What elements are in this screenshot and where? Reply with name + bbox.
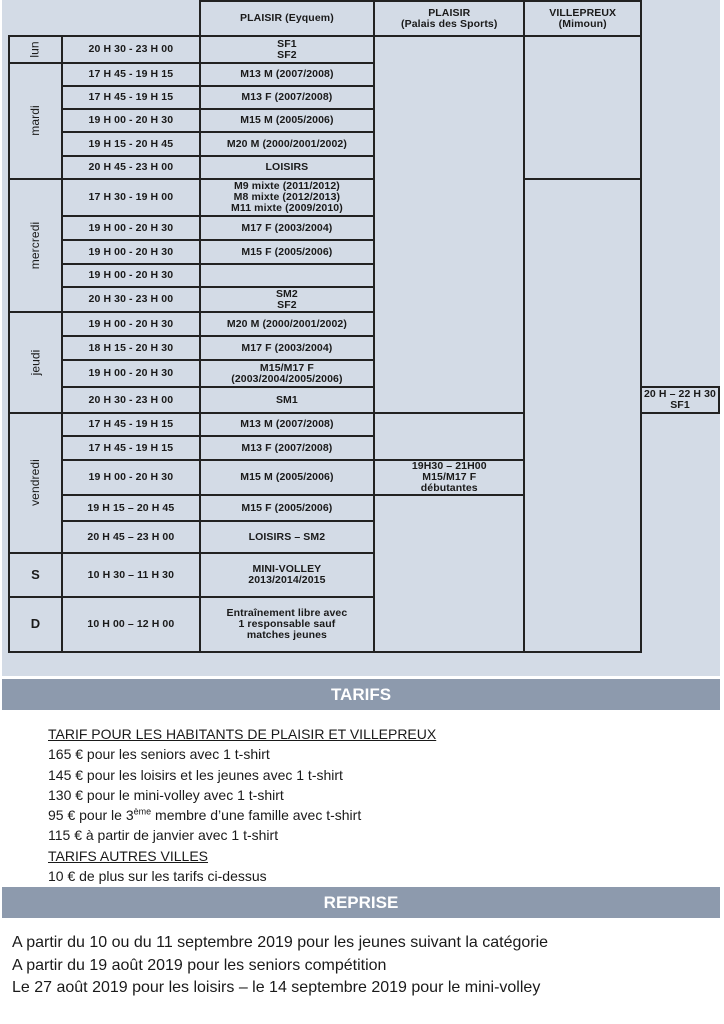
reprise-line: A partir du 10 ou du 11 septembre 2019 pour les jeunes suivant la catégorie — [12, 934, 549, 951]
schedule-panel — [2, 0, 720, 676]
time-cell: 10 H 00 – 12 H 00 — [62, 597, 200, 652]
day-label-dimanche: D — [9, 597, 62, 652]
group-cell: M15 M (2005/2006) — [200, 109, 374, 132]
time-cell: 19 H 00 - 20 H 30 — [62, 460, 200, 495]
villepreux-empty-lower — [524, 179, 641, 652]
time-cell: 19 H 15 – 20 H 45 — [62, 495, 200, 521]
reprise-line: A partir du 19 août 2019 pour les seniors compétition — [12, 956, 387, 974]
group-cell: Entraînement libre avec 1 responsable sauf matches jeunes — [200, 597, 374, 652]
day-label-lun: lun — [9, 36, 62, 63]
group-cell: SM1 — [200, 387, 374, 413]
time-cell: 19 H 00 - 20 H 30 — [62, 264, 200, 287]
time-cell: 17 H 45 - 19 H 15 — [62, 413, 200, 436]
time-cell: 19 H 00 - 20 H 30 — [62, 240, 200, 264]
group-cell: LOISIRS – SM2 — [200, 521, 374, 553]
tarifs-section — [48, 724, 668, 886]
time-cell: 20 H 45 - 23 H 00 — [62, 156, 200, 179]
group-cell — [200, 264, 374, 287]
time-cell: 17 H 45 - 19 H 15 — [62, 86, 200, 109]
group-cell: M17 F (2003/2004) — [200, 216, 374, 240]
time-cell: 19 H 00 - 20 H 30 — [62, 109, 200, 132]
day-label-samedi: S — [9, 553, 62, 597]
group-cell: M9 mixte (2011/2012) M8 mixte (2012/2013) M11 mixte (2009/2010) — [200, 179, 374, 216]
group-cell: M17 F (2003/2004) — [200, 336, 374, 360]
tarif-line: 165 € pour les seniors avec 1 t-shirt — [48, 746, 270, 763]
group-cell: M13 F (2007/2008) — [200, 86, 374, 109]
tarif-other-title: TARIFS AUTRES VILLES — [48, 847, 209, 864]
time-cell: 19 H 00 - 20 H 30 — [62, 312, 200, 336]
reprise-section — [12, 932, 712, 1000]
villepreux-empty-upper — [524, 36, 641, 179]
time-cell: 19 H 00 - 20 H 30 — [62, 360, 200, 387]
header-blank — [9, 1, 200, 36]
day-label-mardi: mardi — [9, 63, 62, 179]
palais-empty-lower — [374, 495, 524, 652]
tarif-line: 115 € à partir de janvier avec 1 t-shirt — [48, 827, 279, 844]
group-cell: M13 M (2007/2008) — [200, 413, 374, 436]
group-cell: MINI-VOLLEY 2013/2014/2015 — [200, 553, 374, 597]
tarif-line: 145 € pour les loisirs et les jeunes avec 1 t-shirt — [48, 766, 343, 783]
group-cell: M13 M (2007/2008) — [200, 63, 374, 86]
schedule-table — [8, 0, 720, 653]
time-cell: 17 H 45 - 19 H 15 — [62, 63, 200, 86]
group-cell: M15 F (2005/2006) — [200, 495, 374, 521]
palais-jeudi-cell: 20 H – 22 H 30 SF1 — [641, 387, 719, 413]
venue-header-eyquem: PLAISIR (Eyquem) — [200, 1, 374, 36]
venue-header-villepreux: VILLEPREUX (Mimoun) — [524, 1, 641, 36]
reprise-line: Le 27 août 2019 pour les loisirs – le 14 septembre 2019 pour le mini-volley — [12, 979, 541, 996]
day-label-vendredi: vendredi — [9, 413, 62, 553]
time-cell: 19 H 00 - 20 H 30 — [62, 216, 200, 240]
day-label-jeudi: jeudi — [9, 312, 62, 413]
time-cell: 20 H 30 - 23 H 00 — [62, 287, 200, 312]
tarif-line: 95 € pour le 3ème membre d’une famille avec t-shirt — [48, 806, 362, 824]
group-cell: M15 M (2005/2006) — [200, 460, 374, 495]
palais-vendredi-cell: 19H30 – 21H00 M15/M17 F débutantes — [374, 460, 524, 495]
day-label-mercredi: mercredi — [9, 179, 62, 312]
palais-empty-upper — [374, 36, 524, 413]
group-cell: M20 M (2000/2001/2002) — [200, 312, 374, 336]
palais-empty-mid — [374, 413, 524, 460]
tarif-line: 130 € pour le mini-volley avec 1 t-shirt — [48, 786, 284, 803]
tarifs-heading: TARIFS — [2, 679, 720, 710]
venue-header-palais: PLAISIR (Palais des Sports) — [374, 1, 524, 36]
time-cell: 20 H 30 - 23 H 00 — [62, 387, 200, 413]
group-cell: LOISIRS — [200, 156, 374, 179]
tarif-line: 10 € de plus sur les tarifs ci-dessus — [48, 868, 267, 885]
group-cell: M20 M (2000/2001/2002) — [200, 132, 374, 156]
time-cell: 18 H 15 - 20 H 30 — [62, 336, 200, 360]
time-cell: 17 H 45 - 19 H 15 — [62, 436, 200, 460]
group-cell: M15/M17 F (2003/2004/2005/2006) — [200, 360, 374, 387]
tarif-local-title: TARIF POUR LES HABITANTS DE PLAISIR ET VILLEPREUX — [48, 726, 437, 742]
reprise-heading: REPRISE — [2, 887, 720, 918]
time-cell: 19 H 15 - 20 H 45 — [62, 132, 200, 156]
time-cell: 10 H 30 – 11 H 30 — [62, 553, 200, 597]
time-cell: 20 H 45 – 23 H 00 — [62, 521, 200, 553]
time-cell: 17 H 30 - 19 H 00 — [62, 179, 200, 216]
group-cell: SM2 SF2 — [200, 287, 374, 312]
group-cell: M13 F (2007/2008) — [200, 436, 374, 460]
group-cell: SF1 SF2 — [200, 36, 374, 63]
group-cell: M15 F (2005/2006) — [200, 240, 374, 264]
time-cell: 20 H 30 - 23 H 00 — [62, 36, 200, 63]
